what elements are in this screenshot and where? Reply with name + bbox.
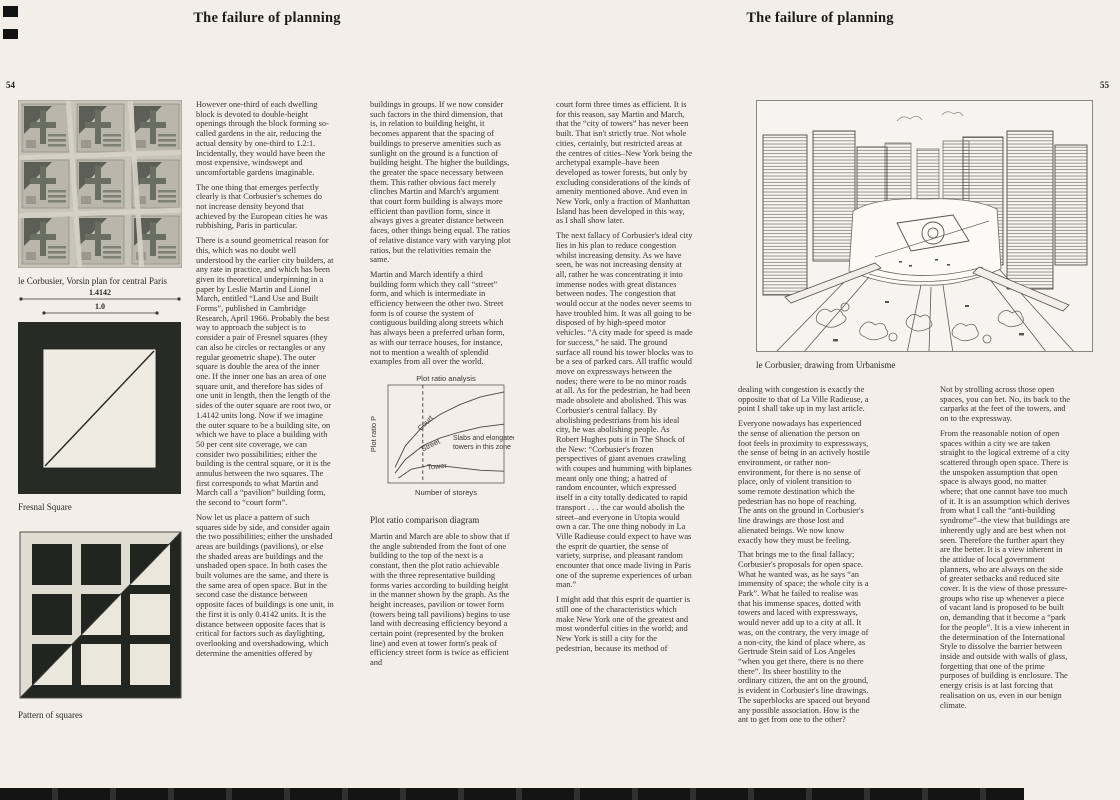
chart-y-axis-label: Plot ratio P — [369, 415, 378, 453]
paragraph: However one-third of each dwelling block is devoted to double-height openings through the block forming so-called gardens in the air, reducing the actual density by one-third to 1.2:1. Incidentally, they would have been the most expensive, windswept and uncomfortable gardens imaginable. — [196, 100, 329, 177]
fresnel-square-figure — [18, 322, 181, 512]
paragraph: Martin and March are able to show that if the angle subtended from the foot of one building to the top of the next is a constant, then the plot ratio achievable with the three representative building forms varies according to building height in the manner shown by the graph. As the height increases, pavilion or tower form (towers being tall pavilions) begins to use land with decreasing efficiency beyond a certain point (represented by the broken line) and even at tower form's peak of efficiency street form is twice as efficient and — [370, 531, 511, 668]
fresnel-square-caption: Fresnal Square — [18, 502, 72, 512]
chart-series-label-court: Court — [415, 413, 435, 433]
paragraph: Martin and March identify a third building form which they call “street” form, and which is intermediate in efficiency between the other two. Street form is of course the system of contiguous building along streets which has always been a preferred urban form, as with our terrace houses, for instance, not to mention a wealth of splendid examples from all over the world. — [370, 269, 505, 367]
paragraph: court form three times as efficient. It is for this reason, say Martin and March, that the “city of towers” has never been built. That isn't strictly true. Not whole cities, certainly, but restricted areas at the centres of cities–New York being the archetypal example–have been developed as tower forests, but only by excluding considerations of the kinds of amenity mentioned above. And even in New York, only a fraction of Manhattan Island has been developed in this way, as I shall show later. — [556, 100, 693, 226]
paragraph: Everyone nowadays has experienced the sense of alienation the person on foot feels in proximity to expressways, the sense of being in an actively hostile environment, or rather non-environment, for there is no sense of place, only of violent transition to some remote destination which the pedestrian has no hope of reaching. The ants on the ground in Corbusier's line drawings are those lost and alienated beings. We now know exactly how they must be feeling. — [738, 419, 870, 545]
chart-title: Plot ratio analysis — [416, 373, 476, 383]
plot-ratio-chart-figure — [368, 372, 514, 525]
urbanisme-drawing — [756, 100, 1093, 352]
paragraph: dealing with congestion is exactly the opposite to that of La Ville Radieuse, a point I shall take up in my last article. — [738, 385, 869, 414]
voisin-plan-figure — [18, 100, 182, 286]
text-column-2-top — [370, 100, 511, 367]
paragraph: The one thing that emerges perfectly clearly is that Corbusier's schemes do not increase density beyond that achieved by the European cities he was rubbishing, Paris in particular. — [196, 182, 328, 231]
text-column-2-bottom — [370, 532, 511, 668]
chart-x-axis-label: Number of storeys — [414, 487, 478, 497]
pattern-of-squares-caption: Pattern of squares — [18, 710, 83, 720]
text-column-4 — [738, 385, 870, 730]
text-column-3 — [556, 100, 693, 658]
paragraph: I might add that this esprit de quartier is still one of the characteristics which make New York one of the greatest and most wonderful cities in the world; and New York is still a city for the pedestrian, because its method of — [556, 595, 690, 653]
urbanisme-drawing-caption: le Corbusier, drawing from Urbanisme — [756, 360, 896, 370]
urbanisme-drawing-figure — [756, 100, 1093, 370]
paragraph: The next fallacy of Corbusier's ideal city lies in his plan to reduce congestion whilst increasing density. As we have seen, he was not increasing density at all, rather he was concentrating it into immense nodes with great distances between nodes. The congestion that would occur at the nodes never seems to have troubled him. It was all going to be disposed of by high-speed motor vehicles. “A city made for speed is made for success,” he said. The ground surface all round his tower blocks was to be a sea of parked cars. All traffic would move on expressways between the nodes; there were to be no minor roads at all. As for the pedestrian, he had been made obsolete and abolished. This was Corbusier's central fallacy. By abolishing pedestrians from his ideal city, he was abolishing people. As Robert Hughes puts it in The Shock of the New: “Corbusier's frozen perspectives of giant avenues crawling with coupes and humming with biplanes meant only one thing; a hatred of random encounter, which expressed itself in a city totally dedicated to rapid transport . . . the car would abolish the street–and everyone in Utopia would own a car. The one thing nobody in La Ville Radieuse could expect to have was the esprit de quartier, the sense of variety, surprise, and pleasant random encounter that once made living in Paris one of the supreme experiences of urban man.” — [556, 231, 693, 590]
chart-series-label-street: Street — [419, 436, 442, 454]
paragraph: buildings in groups. If we now consider such factors in the third dimension, that is, in relation to building height, it becomes apparent that the spacing of buildings to preserve amenities such as sunlight on the ground is a function of building height. The higher the buildings, the greater the space necessary between them. This rather obvious fact merely clinches Martin and March's argument that court form building is always more efficient than pavilion form, since it always gives a greater distance between faces, other things being equal. The ratios of relative distance vary with varying plot ratios, but the relativities remain the same. — [370, 100, 511, 265]
text-column-2 — [369, 100, 514, 673]
dimension-diagram — [18, 287, 182, 319]
film-registration-mark — [3, 29, 18, 39]
chart-series-tower — [398, 465, 504, 478]
chart-annotation: towers in this zone — [452, 443, 511, 451]
dim-inner-label: 1.0 — [95, 302, 105, 311]
paragraph: That brings me to the final fallacy; Corbusier's proposals for open space. What he wanted was, as he says “an immensity of space; the whole city is a Park”. What he failed to realise was that his immense spaces, dotted with towers and laced with expressways, would never add up to a city at all. It was, on the contrary, the very image of a non-city, the kind of place where, as Gertrude Stein said of Los Angeles “when you get there, there is no there there”. Its sheer hostility to the ordinary citizen, the ant on the ground, is evident in Corbusier's line drawings. The superblocks are spaced out beyond any possible association. How is the ant to get from one to the other? — [738, 550, 870, 725]
pattern-of-squares-figure — [18, 530, 183, 720]
voisin-plan-image — [18, 100, 182, 268]
running-head-right: The failure of planning — [746, 10, 894, 26]
paragraph: There is a sound geometrical reason for this, which was no doubt well understood by the earlier city builders, at any rate in practice, and which has been given its theoretical underpinning in a paper by Leslie Martin and Lionel March, entitled “Land Use and Built Forms”, published in Cambridge Research, April 1966. Probably the best way to approach the subject is to consider a pair of Fresnel squares (they can also be circles or rectangles or any regular geometric shape). The outer square is double the area of the inner one. If the inner one has an area of one square unit, and therefore has sides of one unit in length, then the length of the sides of the outer square are root two, or 1.4142 units long. Now if we imagine the outer square to be a building site, on which we have to place a building with 50 per cent site coverage, we can consider two possibilities; either the building is the central square, or it is the annulus between the two squares. The first corresponds to what Martin and March call a “pavilion” building form, the second to “court form”. — [196, 236, 334, 508]
paragraph: Now let us place a pattern of such squares side by side, and consider again the two possibilities; either the unshaded areas are buildings (pavilions), or else the shaded areas are buildings and the unshaded open space. In both cases the built volumes are the same, and there is the same area of open space. But in the second case the distance between opposite faces of buildings is one unit, in the first it is only 0.4142 units. It is the distance between opposite faces that is critical for factors such as daylighting, overlooking and overshadowing, which determine the amenities offered by — [196, 512, 334, 658]
voisin-plan-caption: le Corbusier, Vorsin plan for central Paris — [18, 276, 168, 286]
plot-ratio-chart — [368, 372, 514, 508]
paragraph: Not by strolling across those open spaces, you can bet. No, its back to the carparks at the feet of the towers, and on to the expressway. — [940, 385, 1071, 424]
dim-outer-label: 1.4142 — [89, 288, 111, 297]
text-column-1 — [196, 100, 334, 663]
pattern-of-squares-diagram — [18, 530, 183, 702]
chart-series-label-tower: Tower — [426, 460, 448, 472]
page-number-left: 54 — [6, 80, 15, 90]
page-number-right: 55 — [1100, 80, 1109, 90]
paragraph: From the reasonable notion of open spaces within a city we are taken straight to the logical extreme of a city scattered through open space. There is the unspoken assumption that open space is always good, no matter where; that one cannot have too much of it. It is an assumption which derives from what I call the “anti-building syndrome”–the view that buildings are inherently ugly and are best when not seen. Therefore the further apart they are the better. It is a view inherent in the attidue of local government planners, who are always on the side of greater setbacks and reduced site cover. It is the view of those pressure-groups who rise up whenever a piece of vacant land is proposed to be built on, demanding that it become a “park for the people”. It is a view inherent in the determination of the International Style to dissolve the barrier between inside and outside with walls of glass, forgetting that one of the prime purposes of building is enclosure. The energy crisis is at last forcing that realisation on us, even in our benign climate. — [940, 428, 1070, 710]
text-column-5 — [940, 385, 1070, 715]
running-head-left: The failure of planning — [193, 10, 341, 26]
chart-annotation: Slabs and elongated — [452, 434, 514, 442]
chart-series-court — [395, 392, 504, 467]
film-strip-edge — [0, 788, 1024, 800]
fresnel-square-diagram — [18, 322, 181, 494]
plot-ratio-chart-caption: Plot ratio comparison diagram — [370, 514, 480, 525]
film-registration-mark — [3, 6, 18, 17]
